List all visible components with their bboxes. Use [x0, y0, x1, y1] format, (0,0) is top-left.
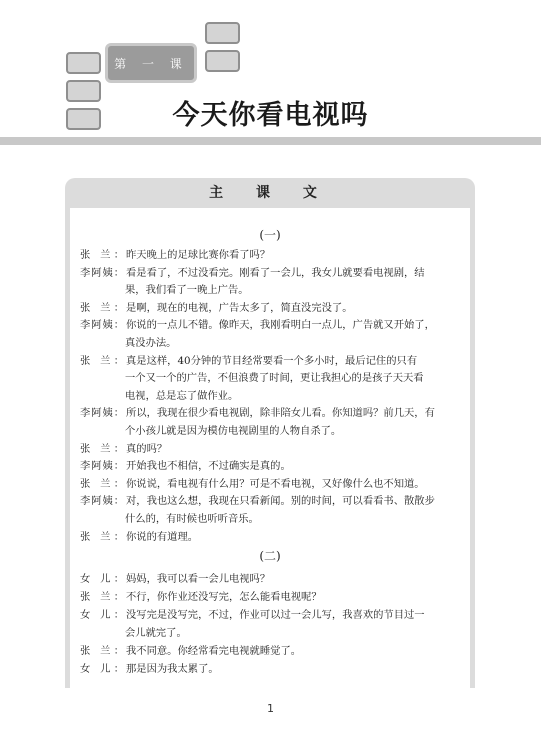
dialogue-line — [0, 299, 541, 317]
section-heading-2: (二) — [259, 549, 281, 563]
lesson-header — [0, 0, 541, 145]
lesson-number-tab — [105, 43, 197, 83]
speaker-label: 李阿姨： — [80, 319, 124, 332]
page-title: 今天你看电视吗 — [172, 100, 369, 131]
dialogue-line — [0, 316, 541, 334]
dialogue-text: 个小孩儿就是因为模仿电视剧里的人物自杀了。 — [125, 425, 342, 437]
speaker-label: 女 儿： — [80, 573, 124, 585]
dialogue-line — [0, 624, 541, 642]
speaker-label: 女 儿： — [80, 663, 124, 675]
dialogue-line — [0, 492, 541, 510]
lesson-number-label: 第 一 课 — [114, 56, 188, 71]
dialogue-text: 开始我也不相信，不过确实是真的。 — [126, 460, 291, 473]
dialogue-text: 妈妈，我可以看一会儿电视吗？ — [126, 573, 271, 585]
dialogue-line — [0, 246, 541, 264]
header-divider-band — [0, 137, 541, 145]
speaker-label: 李阿姨： — [80, 495, 124, 508]
speaker-label: 张 兰： — [80, 301, 124, 314]
dialogue-line — [0, 281, 541, 299]
dialogue-text: 一个又一个的广告，不但浪费了时间，更让我担心的是孩子天天看 — [125, 372, 424, 385]
dialogue-line — [0, 422, 541, 440]
dialogue-text: 果，我们看了一晚上广告。 — [125, 284, 249, 297]
dialogue-text: 什么的，有时候也听听音乐。 — [125, 513, 259, 525]
dialogue-line — [0, 642, 541, 660]
dialogue-text: 是啊，现在的电视，广告太多了，简直没完没了。 — [126, 301, 353, 314]
speaker-label: 张 兰： — [80, 477, 124, 490]
dialogue-line — [0, 352, 541, 370]
dialogue-text: 没写完是没写完，不过，作业可以过一会儿写，我喜欢的节目过一 — [126, 609, 425, 621]
dialogue-line — [0, 528, 541, 546]
speaker-label: 女 儿： — [80, 609, 124, 621]
speaker-label: 张 兰： — [80, 442, 124, 455]
dialogue-line — [0, 369, 541, 387]
dialogue-line — [0, 264, 541, 282]
speaker-label: 张 兰： — [80, 591, 124, 603]
dialogue-line — [0, 404, 541, 422]
speaker-label: 张 兰： — [80, 249, 124, 261]
dialogue-line — [0, 510, 541, 528]
main-text-title: 主 课 文 — [209, 185, 331, 201]
dialogue-line — [0, 457, 541, 475]
dialogue-text: 看是看了，不过没看完。刚看了一会儿，我女儿就要看电视剧，结 — [126, 266, 425, 279]
speaker-label: 李阿姨： — [80, 460, 124, 473]
dialogue-line — [0, 606, 541, 624]
decor-square — [66, 52, 101, 74]
dialogue-line — [0, 387, 541, 405]
dialogue-text: 你说说，看电视有什么用？可是不看电视，又好像什么也不知道。 — [126, 477, 425, 490]
speaker-label: 张 兰： — [80, 530, 124, 543]
section-heading-1: (一) — [259, 228, 281, 242]
dialogue-text: 会儿就完了。 — [125, 627, 187, 639]
decor-square — [205, 22, 240, 44]
page-number: 1 — [267, 702, 274, 715]
dialogue-line — [0, 570, 541, 588]
dialogue-text: 我不同意。你经常看完电视就睡觉了。 — [126, 645, 302, 657]
dialogue-text: 昨天晚上的足球比赛你看了吗？ — [126, 249, 271, 261]
speaker-label: 张 兰： — [80, 645, 124, 657]
speaker-label: 李阿姨： — [80, 407, 124, 420]
speaker-label: 李阿姨： — [80, 266, 124, 279]
dialogue-text: 对，我也这么想，我现在只看新闻。别的时间，可以看看书、散散步 — [126, 495, 435, 508]
dialogue-line — [0, 334, 541, 352]
dialogue-line — [0, 588, 541, 606]
dialogue-text: 真没办法。 — [125, 337, 177, 349]
dialogue-text: 所以，我现在很少看电视剧，除非陪女儿看。你知道吗？前几天，有 — [126, 407, 435, 420]
dialogue-text: 真的吗？ — [126, 442, 168, 455]
dialogue-text: 电视，总是忘了做作业。 — [125, 389, 239, 402]
dialogue-text: 不行，你作业还没写完，怎么能看电视呢？ — [126, 591, 322, 603]
speaker-label: 张 兰： — [80, 354, 124, 367]
dialogue-text: 你说的一点儿不错。像昨天，我刚看明白一点儿，广告就又开始了， — [126, 319, 435, 332]
dialogue-line — [0, 440, 541, 458]
decor-square — [205, 50, 240, 72]
dialogue-text: 那是因为我太累了。 — [126, 663, 219, 675]
dialogue-line — [0, 660, 541, 678]
dialogue-text: 你说的有道理。 — [126, 530, 199, 543]
dialogue-line — [0, 475, 541, 493]
dialogue-text: 真是这样，40分钟的节目经常要看一个多小时，最后记住的只有 — [126, 354, 418, 367]
